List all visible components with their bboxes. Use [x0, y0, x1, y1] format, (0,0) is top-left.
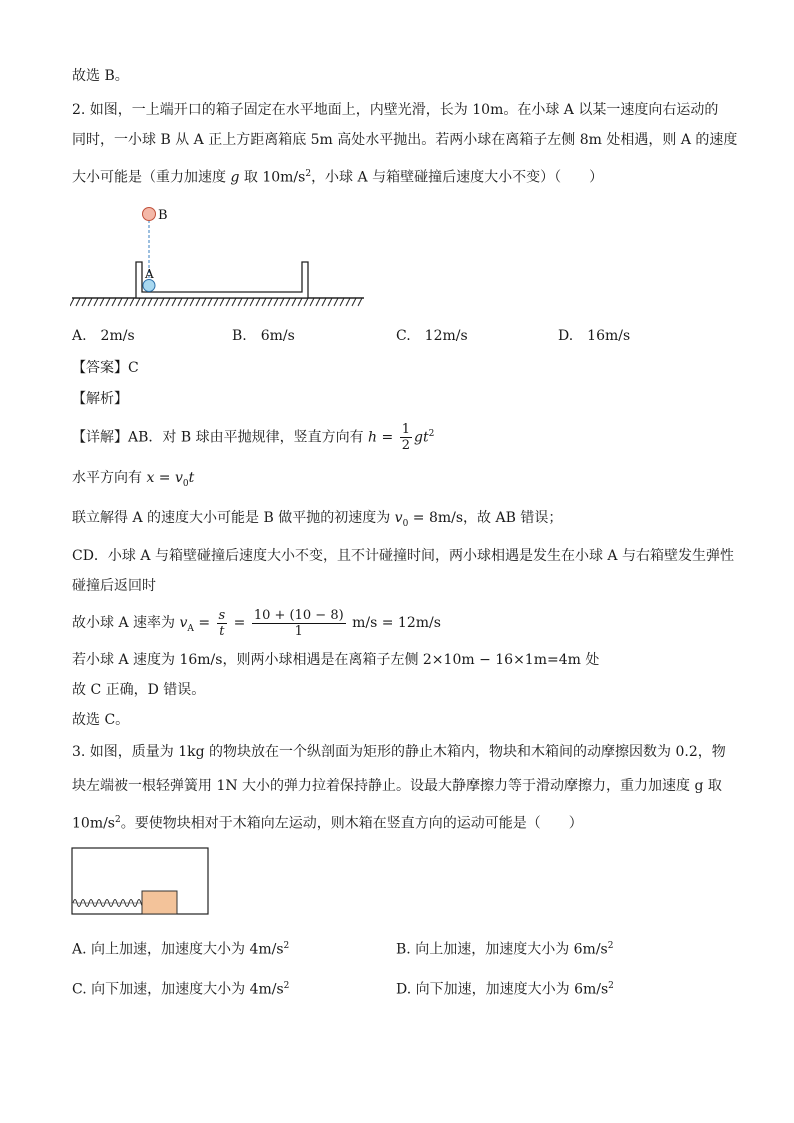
- label-b: B: [158, 208, 168, 223]
- conclusion-line: 故选 B。: [72, 68, 129, 84]
- q2-analysis-tag: 【解析】: [72, 391, 128, 407]
- q2-detail-line4: CD．小球 A 与箱壁碰撞后速度大小不变，且不计碰撞时间，两小球相遇是发生在小球 A 与右箱壁发生弹性: [72, 548, 734, 564]
- q3-figure: [70, 846, 212, 918]
- q3-stem-line1: 3. 如图，质量为 1kg 的物块放在一个纵剖面为矩形的静止木箱内，物块和木箱间的动摩擦因数为 0.2，物: [72, 744, 726, 760]
- q3-stem-line2: 块左端被一根轻弹簧用 1N 大小的弹力拉着保持静止。设最大静摩擦力等于滑动摩擦力，重力加速度 g 取: [72, 778, 722, 794]
- q2-figure: [70, 200, 370, 316]
- q2-option-b: B. 6m/s: [232, 328, 295, 344]
- q2-stem-line2: 同时，一小球 B 从 A 正上方距离箱底 5m 高处水平抛出。若两小球在离箱子左侧 8m 处相遇，则 A 的速度: [72, 132, 738, 148]
- q2-stem-line3: 大小可能是（重力加速度 g 取 $10m/s^2$，小球 A 与箱壁碰撞后速度大小不变）（ ）: [72, 169, 604, 186]
- q3-option-a: A. 向上加速，加速度大小为 $4m/s^2$: [72, 941, 290, 958]
- q2-option-c: C. 12m/s: [396, 328, 468, 344]
- q2-detail-line5: 碰撞后返回时: [72, 578, 156, 594]
- q2-detail-line8: 故 C 正确，D 错误。: [72, 682, 206, 698]
- q2-detail-line7: 若小球 A 速度为 16m/s，则两小球相遇是在离箱子左侧 2×10m − 16×1m=4m 处: [72, 652, 600, 668]
- open-box: [136, 262, 308, 298]
- q2-option-a: A. 2m/s: [72, 328, 135, 344]
- ground-hatch: [70, 298, 362, 306]
- ball-b: [143, 208, 156, 221]
- q2-detail-line1: 【详解】AB．对 B 球由平抛规律，竖直方向有 h = $\frac{1}{2}$ $gt^2$: [72, 422, 435, 453]
- q3-stem-line3: $10m/s^2$。要使物块相对于木箱向左运动，则木箱在竖直方向的运动可能是（ ）: [72, 815, 583, 832]
- ball-a: [143, 280, 155, 292]
- q3-option-c: C. 向下加速，加速度大小为 $4m/s^2$: [72, 981, 290, 998]
- q2-detail-line2: 水平方向有 $x = v_0t$: [72, 470, 195, 489]
- label-a: A: [145, 267, 154, 281]
- block: [142, 891, 177, 914]
- q2-stem-line1: 2. 如图，一上端开口的箱子固定在水平地面上，内壁光滑，长为 10m。在小球 A 以某一速度向右运动的: [72, 102, 719, 118]
- q3-option-b: B. 向上加速，加速度大小为 $6m/s^2$: [396, 941, 614, 958]
- q2-detail-line9: 故选 C。: [72, 712, 130, 728]
- q2-answer: 【答案】C: [72, 360, 139, 376]
- q2-detail-line6: 故小球 A 速率为 $v_A$ = $\frac{s}{t}$ = $\frac{10 + (10 - 8)}{1}$ m/s = 12m/s: [72, 607, 441, 639]
- q2-option-d: D. 16m/s: [558, 328, 631, 344]
- wooden-box: [72, 848, 208, 914]
- q3-option-d: D. 向下加速，加速度大小为 $6m/s^2$: [396, 981, 614, 998]
- q2-detail-line3: 联立解得 A 的速度大小可能是 B 做平抛的初速度为 $v_0 = 8m/s$，故 AB 错误；: [72, 510, 563, 529]
